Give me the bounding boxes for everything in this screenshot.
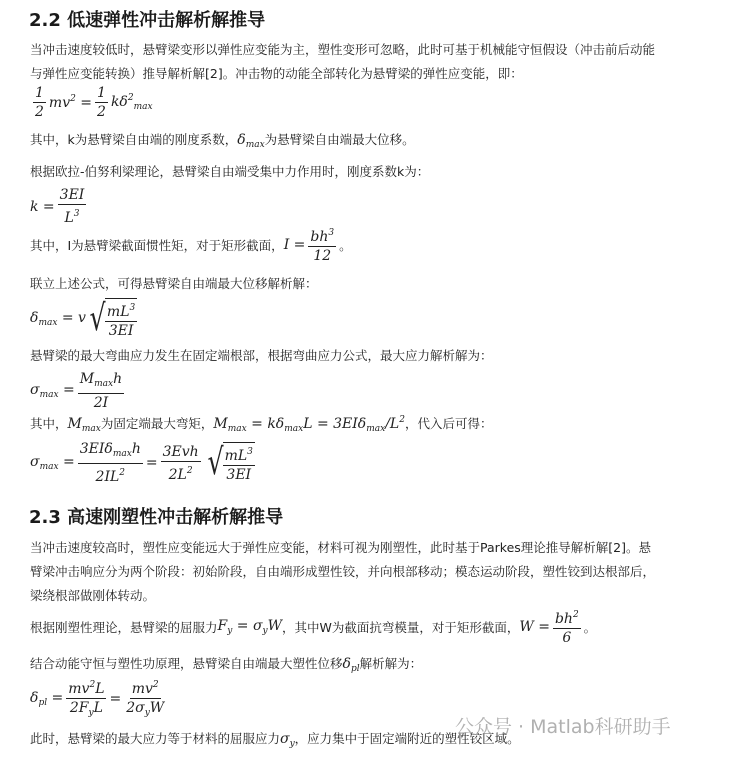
math: $\sigma_y$ <box>280 731 295 749</box>
text: 。 <box>339 237 352 253</box>
equation-stress <box>30 370 127 412</box>
paragraph <box>30 224 352 265</box>
num: 3EI <box>59 187 85 203</box>
text: 为悬臂梁自由端最大位移。 <box>264 132 415 147</box>
num: $mL^3$ <box>105 299 137 322</box>
paragraph: 悬臂梁的最大弯曲应力发生在固定端根部，根据弯曲应力公式，最大应力解析解为： <box>30 348 493 363</box>
math: $F_y = \sigma_yW$ <box>217 617 282 636</box>
term: $k\delta^2_{max}$ <box>110 93 153 112</box>
text: 其中， <box>30 416 68 431</box>
text: 根据刚塑性理论，悬臂梁的屈服力 <box>30 619 218 635</box>
term: = <box>145 455 158 471</box>
math: $M_{max}$ <box>67 416 101 434</box>
equation-stiffness <box>30 186 89 227</box>
num: $bh^3$ <box>308 224 336 247</box>
text: 其中，I为悬臂梁截面惯性矩，对于矩形截面， <box>30 237 284 253</box>
term: $\delta_{pl}$ = <box>30 690 64 708</box>
den: 3EI <box>226 467 252 483</box>
text: 此时，悬臂梁的最大应力等于材料的屈服应力 <box>30 731 281 746</box>
den: 6 <box>562 630 572 646</box>
paragraph <box>30 654 422 674</box>
den: $L^3$ <box>64 209 80 226</box>
term: = <box>109 691 122 707</box>
section-heading-2-2: 2.2 低速弹性冲击解析解推导 <box>29 10 266 31</box>
den: 2 <box>35 104 44 120</box>
num: 3EIδ$_{max}$h <box>78 440 143 464</box>
sqrt-icon: √ $\frac{mL^3}{3EI}$ <box>89 298 136 339</box>
paragraph <box>30 414 492 434</box>
equation-displacement <box>30 298 137 340</box>
term: $mv^2$ = <box>48 94 93 111</box>
term: k = <box>30 198 55 215</box>
math: $\delta_{max}$ <box>237 132 265 150</box>
text: ，应力集中于固定端附近的塑性铰区域。 <box>294 731 520 746</box>
den: $2F_yL$ <box>69 700 103 718</box>
text: 结合动能守恒与塑性功原理，悬臂梁自由端最大塑性位移 <box>30 656 343 671</box>
den: $2L^2$ <box>168 465 193 483</box>
equation-plastic-displacement <box>30 676 169 722</box>
paragraph <box>30 606 596 647</box>
text: 解析解为： <box>359 656 423 671</box>
text: 。 <box>583 619 597 635</box>
text: 为固定端最大弯矩， <box>100 416 214 431</box>
paragraph: 臂梁冲击响应分为两个阶段：初始阶段，自由端形成塑性铰，并向根部移动；模态运动阶段，塑性铰到达根部后， <box>30 564 656 579</box>
paragraph: 当冲击速度较低时，悬臂梁变形以弹性应变能为主，塑性变形可忽略，此时可基于机械能守恒假设（冲击前后动能 <box>30 42 656 57</box>
text: ，其中W为截面抗弯模量，对于矩形截面， <box>282 619 520 635</box>
paragraph: 梁绕根部做刚体转动。 <box>30 588 156 603</box>
watermark: 公众号 · Matlab科研助手 <box>455 716 671 738</box>
num: $mv^2L$ <box>66 676 106 699</box>
paragraph: 根据欧拉-伯努利梁理论，悬臂梁自由端受集中力作用时，刚度系数k为： <box>30 164 430 179</box>
equation-energy <box>30 84 153 121</box>
equation-stress-final <box>30 440 255 486</box>
den: $2\sigma_yW$ <box>126 700 165 718</box>
paragraph <box>30 130 415 150</box>
term: $\sigma_{max}$ = <box>30 454 75 472</box>
term: $\sigma_{max}$ = <box>30 382 75 400</box>
den: 12 <box>313 248 332 264</box>
math: I = <box>283 236 306 253</box>
num: 1 <box>97 85 106 101</box>
num: $M_{max}h$ <box>78 370 124 394</box>
den: 2I <box>93 395 109 411</box>
sqrt-icon: √ $\frac{mL^3}{3EI}$ <box>207 442 253 483</box>
num: $bh^2$ <box>553 606 581 629</box>
math: W = <box>519 618 550 635</box>
num: 3Evh <box>162 443 199 460</box>
den: 3EI <box>108 323 134 339</box>
num: 1 <box>35 85 44 101</box>
paragraph: 与弹性应变能转换）推导解析解[2]。冲击物的动能全部转化为悬臂梁的弹性应变能，即： <box>30 66 523 81</box>
den: $2IL^2$ <box>95 468 126 485</box>
num: $mL^3$ <box>223 443 255 466</box>
paragraph <box>30 729 520 749</box>
paragraph: 当冲击速度较高时，塑性应变能远大于弹性应变能，材料可视为刚塑性，此时基于Parkes理论推导解析解[2]。悬 <box>30 540 651 555</box>
paragraph: 联立上述公式，可得悬臂梁自由端最大位移解析解： <box>30 276 318 291</box>
math: $M_{max} = k\delta_{max}L = 3EI\delta_{max}/L^2$ <box>213 415 405 434</box>
den: 2 <box>97 104 106 120</box>
text: 其中，k为悬臂梁自由端的刚度系数， <box>30 132 238 147</box>
term: $\delta_{max} = v$ <box>30 310 86 328</box>
section-heading-2-3: 2.3 高速刚塑性冲击解析解推导 <box>29 507 284 528</box>
text: ，代入后可得： <box>404 416 493 431</box>
math: $\delta_{pl}$ <box>342 656 360 674</box>
num: $mv^2$ <box>130 676 161 699</box>
